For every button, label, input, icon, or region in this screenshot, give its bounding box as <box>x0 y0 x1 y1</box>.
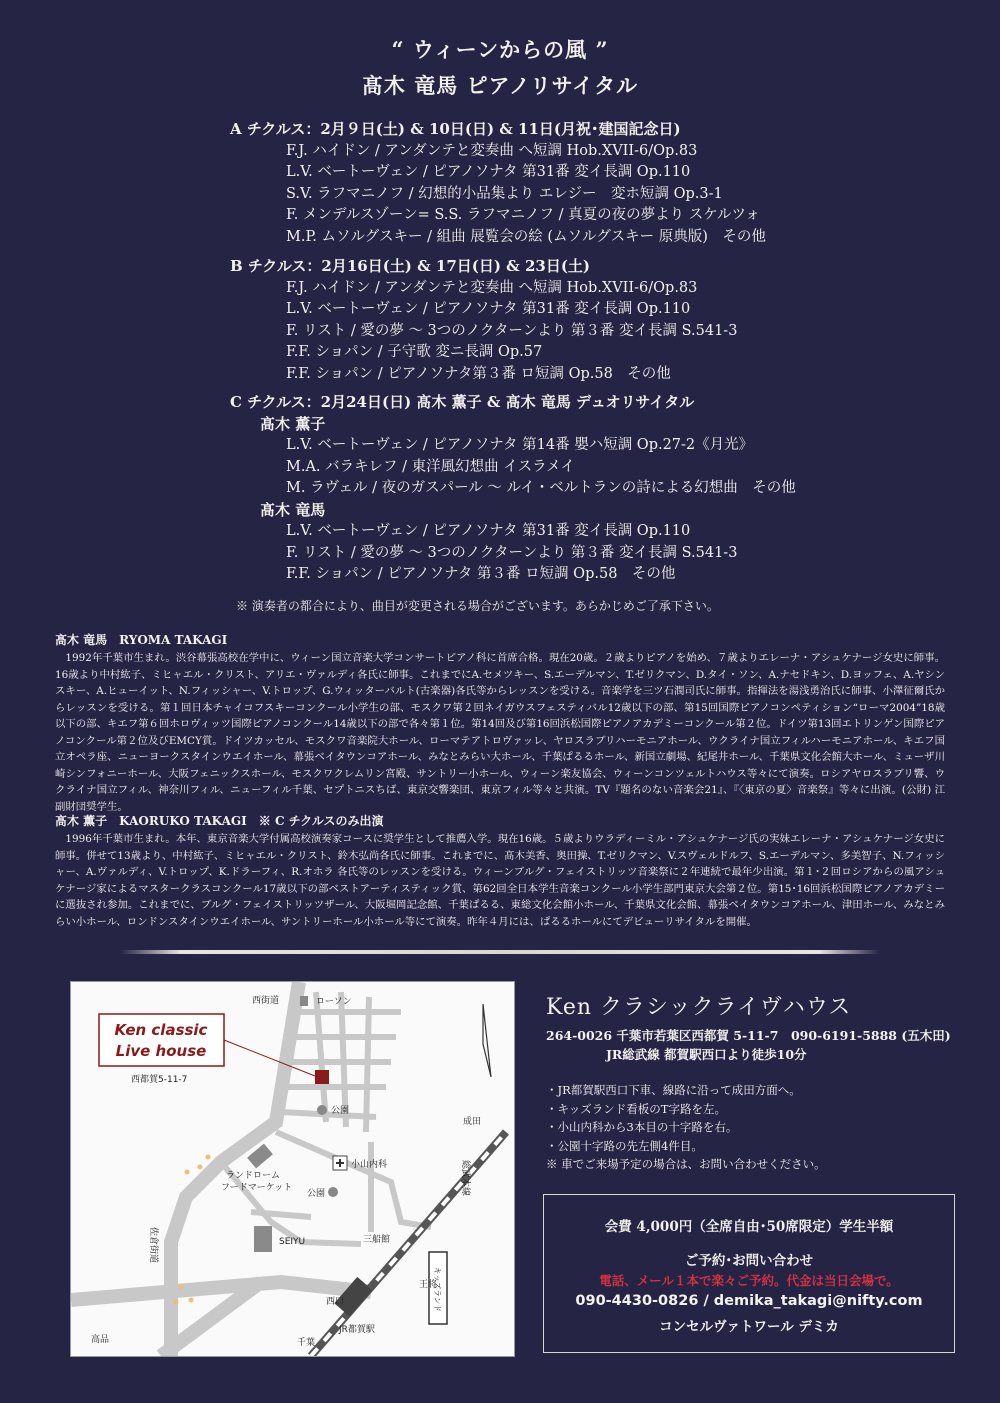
cycle-a-heading: A チクルス：2月９日(土) & 10日(日) & 11日(月祝･建国記念日) <box>230 120 681 138</box>
cycle-a-item: F. メンデルスゾーン= S.S. ラフマニノフ / 真夏の夜の夢より スケルツォ <box>286 207 760 223</box>
map-label: 西街道 <box>252 996 280 1006</box>
map-label: JR都賀駅 <box>339 1325 375 1335</box>
cycle-a-item: L.V. ベートーヴェン / ピアノソナタ 第31番 変イ長調 Op.110 <box>286 164 691 180</box>
fee-text: 会費 4,000円（全席自由･50席限定）学生半額 <box>604 1219 894 1235</box>
reservation-note: 電話、メール１本で楽々ご予約。代金は当日会場で。 <box>599 1273 899 1288</box>
cycle-a <box>230 119 766 248</box>
venue-name: Ken クラシックライヴハウス <box>546 995 852 1020</box>
cycle-b <box>230 256 737 385</box>
map-label: ローソン <box>316 997 352 1007</box>
map-label: SEIYU <box>279 1237 306 1247</box>
direction-item: ・公園十字路の先左側4件目。 <box>546 1138 703 1153</box>
map-label: 千葉 <box>297 1338 316 1348</box>
map-label: 公園 <box>307 1189 326 1199</box>
map-label: ランドローム <box>226 1171 281 1181</box>
direction-item: ・キッズランド看板のT字路を左。 <box>546 1101 726 1116</box>
address-line: 264-0026 千葉市若葉区西都賀 5-11-7 090-6191-5888 (五木田) <box>546 1028 951 1043</box>
cycle-a-item: M.P. ムソルグスキー / 組曲 展覧会の絵 (ムソルグスキー 原典版) その他 <box>286 228 766 245</box>
park-marker <box>317 1105 327 1115</box>
cycle-c-item: F.F. ショパン / ピアノソナタ 第３番 ロ短調 Op.58 その他 <box>286 566 676 582</box>
venue-label: Live house <box>115 1042 207 1060</box>
cycle-b-item: L.V. ベートーヴェン / ピアノソナタ 第31番 変イ長調 Op.110 <box>286 301 691 317</box>
contact-info: 090-4430-0826 / demika_takagi@nifty.com <box>575 1293 923 1309</box>
lawson-marker <box>300 996 308 1006</box>
map-label: 西口 <box>326 1297 345 1307</box>
cycle-b-item: F.F. ショパン / ピアノソナタ第３番 ロ短調 Op.58 その他 <box>286 365 671 382</box>
cycle-a-item: F.J. ハイドン / アンダンテと変奏曲 へ短調 Hob.XVII-6/Op.83 <box>286 142 698 159</box>
cycle-b-item: F.J. ハイドン / アンダンテと変奏曲 へ短調 Hob.XVII-6/Op.83 <box>286 279 698 296</box>
map-label: 公園 <box>331 1106 350 1116</box>
cycle-b-item: F. リスト / 愛の夢 〜 3つのノクターンより 第３番 変イ長調 S.541-3 <box>286 322 738 339</box>
address-label: 西都賀5-11-7 <box>131 1075 188 1085</box>
cycle-b-item: F.F. ショパン / 子守歌 変ニ長調 Op.57 <box>286 344 543 360</box>
map-svg <box>71 982 514 1356</box>
map-label: 小山内科 <box>351 1160 388 1170</box>
cycle-c-item: M. ラヴェル / 夜のガスパール 〜 ルイ・ベルトランの詩による幻想曲 その他 <box>286 480 796 496</box>
directions <box>546 1081 826 1174</box>
map-label: 高品 <box>91 1335 110 1345</box>
organizer: コンセルヴァトワール デミカ <box>659 1319 839 1335</box>
direction-item: ・JR都賀駅西口下車、線路に沿って成田方面へ。 <box>546 1083 801 1097</box>
program-change-note: ※ 演奏者の都合により、曲目が変更される場合がございます。あらかじめご了承下さい。 <box>236 599 719 613</box>
map-label: 総武本線 <box>460 1160 470 1197</box>
bio-kaoruko-text: 1996年千葉市生まれ。本年、東京音楽大学付属高校演奏家コースに奨学生として推薦入学。現在16歳。５歳よりウラディーミル・アシュケナージ氏の実妹エレーナ・アシュケナージ女史に師事。併せて13歳より、中村紘子、ミヒャエル・クリスト、鈴木弘尚各氏に師事。これまでに、髙木美香、奥田操、T.ゼリクマン、V.スヴェルドルフ、S.エーデルマン、多美智子、N.フィッシャー、A.ヴァルディ、V.トロップ、K.ドラーフィ、R.オホラ 各氏等のレッスンを受ける。ウィーンブルグ・フェイストリッツ音楽祭に２年連続で最年少出演。第１･２回ロシアからの風アシュケナージ家によるマスタークラスコンクール17歳以下の部ベストアーティスティック賞、第62回全日本学生音楽コンクール小学生部門東京大会第２位。第15･16回浜松国際ピアノアカデミーに選抜され参加。これまでに、ブルグ・フェイストリッツザール、大阪堀岡記念館、千葉ぱるる、東総文化会館小ホール、千葉県文化会館、幕張ベイタウンコアホール、津田ホール、みなとみらい小ホール、ロンドンスタインウエイホール、サントリーホール小ホール等にて演奏。昨年４月には、ぱるるホールにてデビューリサイタルを開催。 <box>55 833 945 928</box>
cycle-c-item: F. リスト / 愛の夢 〜 3つのノクターンより 第３番 変イ長調 S.541-3 <box>286 544 738 561</box>
bio-kaoruko-heading: 髙木 薫子 KAORUKO TAKAGI ※ C チクルスのみ出演 <box>55 814 384 828</box>
map-label: 王将 <box>419 1280 438 1290</box>
cycle-c-item: M.A. バラキレフ / 東洋風幻想曲 イスラメイ <box>286 458 575 475</box>
cycle-c-item: L.V. ベートーヴェン / ピアノソナタ 第14番 嬰ハ短調 Op.27-2《月光》 <box>286 437 754 453</box>
map-label: フードマーケット <box>221 1183 293 1193</box>
performer-ryoma: 髙木 竜馬 <box>260 500 326 519</box>
divider <box>120 950 880 954</box>
venue-label: Ken classic <box>114 1021 208 1039</box>
venue-marker <box>315 1070 329 1084</box>
park-marker <box>328 1187 338 1197</box>
performer-kaoruko: 髙木 薫子 <box>260 414 326 433</box>
bio-ryoma-text: 1992年千葉市生まれ。渋谷幕張高校在学中に、ウィーン国立音楽大学コンサートピアノ科に首席合格。現在20歳。２歳よりピアノを始め、７歳よりエレーナ・アシュケナージ女史に師事。16歳より中村紘子、ミヒャエル・クリスト、アリエ・ヴァルディ各氏に師事。これまでにA.セメツキー、S.エーデルマン、T.ゼリクマン、D.タイ・ソン、A.ナセドキン、D.ヨッフェ、A.ヤシンスキー、A.ヒューイット、N.フィッシャー、V.トロップ、G.ウィッターバルト(古楽器)各氏等からレッスンを受ける。音楽学を三ツ石潤司氏に師事。指揮法を湯浅勇治氏に師事、小澤征爾氏からレッスンを受ける。第１回日本チャイコフスキーコンクール小学生の部、モスクワ第２回ネイガウスフェスティバル12歳以下の部、第15回国際ピアノコンペティション“ローマ2004”18歳以下の部、キエフ第６回ホロヴィッツ国際ピアノコンクール14歳以下の部で各々第１位。第14回及び第16回浜松国際ピアノアカデミーコンクール第２位。ドイツ第13回エトリンゲン国際ピアノコンクール第２位及びEMCY賞。ドイツカッセル、モスクワ音楽院大ホール、ローマテアトロヴァッレ、ヤロスラブリハーモニアホール、ウクライナ国立フィルハーモニアホール、キエフ国立オペラ座、ニューヨークスタインウエイホール、幕張ベイタウンコアホール、みなとみらい大ホール、千葉ぱるるホール、新国立劇場、紀尾井ホール、千葉県文化会館大ホール、ミューザ川崎シンフォニーホール、大阪フェニックスホール、モスクワクレムリン宮殿、サントリー小ホール、ウィーン楽友協会、ウィーンコンツェルトハウス等々にて演奏。ロシアヤロスラブリ響、ウクライナ国立フィル、神奈川フィル、ニューフィル千葉、セプトニスちば、東京交響楽団、東京フィル等々と共演。TV『題名のない音楽会21』、『〈東京の夏〉音楽祭』等々に出演。(公財) 江副財団奨学生。 <box>55 652 945 813</box>
title-line2: 髙木 竜馬 ピアノリサイタル <box>361 73 639 98</box>
seiyu-building <box>254 1226 272 1252</box>
cycle-b-heading: B チクルス：2月16日(土) & 17日(日) & 23日(土) <box>230 257 591 275</box>
access-line: JR総武線 都賀駅西口より徒歩10分 <box>606 1047 807 1062</box>
cycle-c-item: L.V. ベートーヴェン / ピアノソナタ 第31番 変イ長調 Op.110 <box>286 523 691 539</box>
reservation-heading: ご予約･お問い合わせ <box>684 1253 814 1269</box>
map-label: 佐倉街道 <box>148 1227 158 1264</box>
cycle-a-item: S.V. ラフマニノフ / 幻想的小品集より エレジー 変ホ短調 Op.3-1 <box>286 185 723 202</box>
cycle-c <box>230 392 796 586</box>
map-label: 成田 <box>463 1117 482 1127</box>
bio-ryoma-heading: 髙木 竜馬 RYOMA TAKAGI <box>55 633 228 647</box>
title-line1: “ ウィーンからの風 ” <box>391 37 609 62</box>
access-map <box>70 981 515 1357</box>
car-note: ※ 車でご来場予定の場合は、お問い合わせください。 <box>546 1157 826 1171</box>
direction-item: ・小山内科から3本目の十字路を右。 <box>546 1120 738 1134</box>
map-label: 三船館 <box>363 1235 391 1245</box>
info-box <box>543 1194 955 1353</box>
venue-address <box>546 1026 951 1064</box>
cycle-c-heading: C チクルス：2月24日(日) 髙木 薫子 & 髙木 竜馬 デュオリサイタル <box>230 393 695 411</box>
map-label: キッズランド <box>433 1267 442 1312</box>
